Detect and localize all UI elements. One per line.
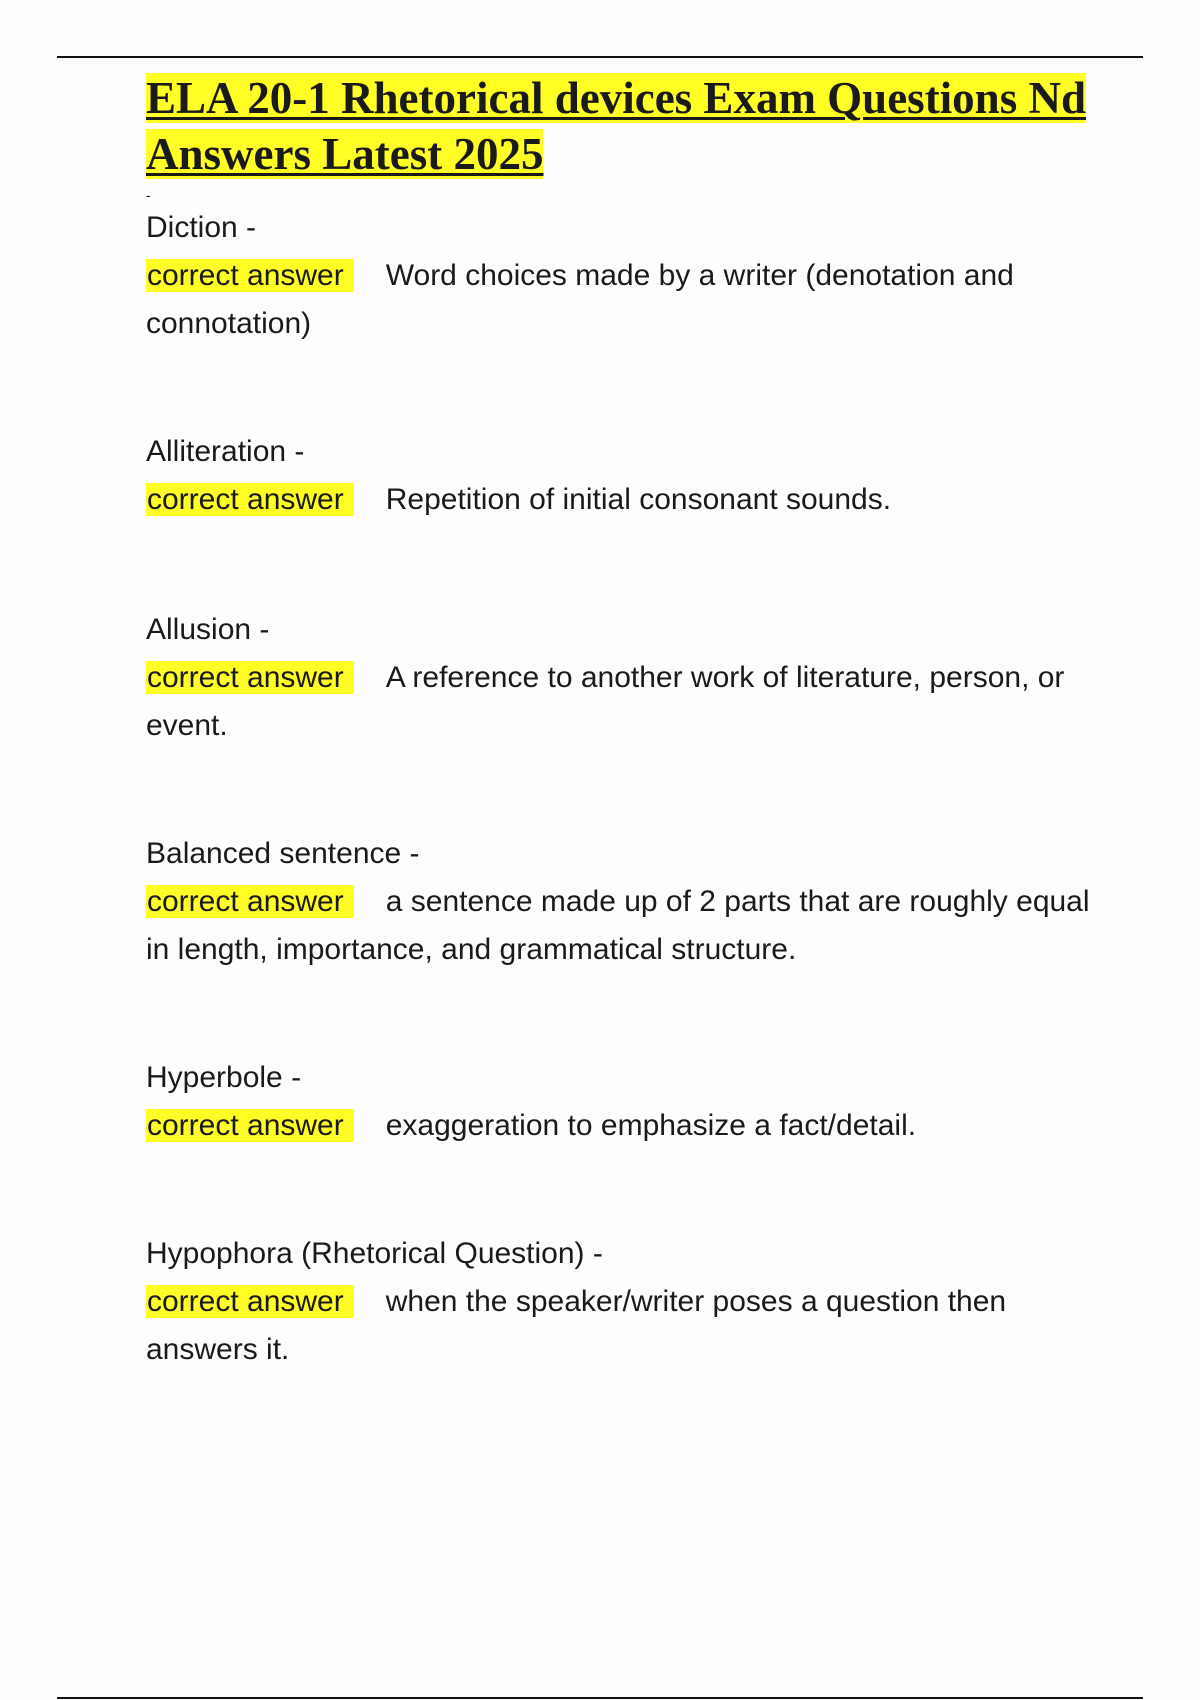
correct-answer-highlight: correct answer	[146, 661, 354, 694]
qa-item-allusion	[146, 606, 1106, 750]
answer-definition: A reference to another work of literature, person, or event.	[146, 661, 1065, 742]
term-label: Balanced sentence -	[146, 837, 420, 870]
answer-definition: exaggeration to emphasize a fact/detail.	[385, 1109, 917, 1142]
qa-item-hypophora	[146, 1230, 1106, 1374]
correct-answer-highlight: correct answer	[146, 259, 354, 292]
correct-answer-highlight: correct answer	[146, 885, 354, 918]
document-title: ELA 20-1 Rhetorical devices Exam Questions Nd Answers Latest 2025	[146, 73, 1086, 179]
correct-answer-highlight: correct answer	[146, 1109, 354, 1142]
document-body	[146, 70, 1106, 1374]
answer-text	[146, 878, 1106, 974]
answer-definition: Repetition of initial consonant sounds.	[385, 483, 892, 516]
correct-answer-highlight: correct answer	[146, 483, 354, 516]
qa-item-diction	[146, 204, 1106, 348]
answer-definition: Word choices made by a writer (denotation and connotation)	[146, 259, 1014, 340]
answer-text	[146, 1102, 1106, 1150]
term-label: Diction -	[146, 211, 257, 244]
bottom-rule	[57, 1697, 1143, 1699]
answer-definition: when the speaker/writer poses a question then answers it.	[146, 1285, 1007, 1366]
correct-answer-highlight: correct answer	[146, 1285, 354, 1318]
qa-item-balanced-sentence	[146, 830, 1106, 974]
term-label: Allusion -	[146, 613, 270, 646]
top-rule	[57, 56, 1143, 58]
qa-item-alliteration	[146, 428, 1106, 524]
answer-text	[146, 476, 1106, 524]
answer-text	[146, 1278, 1106, 1374]
qa-item-hyperbole	[146, 1054, 1106, 1150]
term-label: Hypophora (Rhetorical Question) -	[146, 1237, 603, 1270]
answer-text	[146, 654, 1106, 750]
answer-text	[146, 252, 1106, 348]
answer-definition: a sentence made up of 2 parts that are roughly equal in length, importance, and grammatical structure.	[146, 885, 1090, 966]
stray-dash: -	[146, 188, 151, 202]
term-label: Hyperbole -	[146, 1061, 302, 1094]
term-label: Alliteration -	[146, 435, 305, 468]
